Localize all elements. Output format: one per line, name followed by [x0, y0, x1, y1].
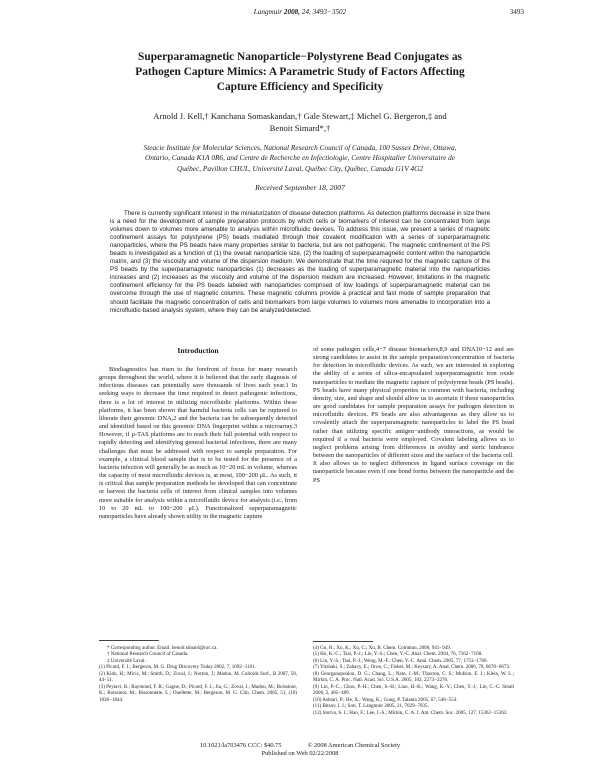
- footnote: * Corresponding author. Email: benoit.simard@nrc.ca.: [107, 645, 218, 651]
- journal-volume-pages: 24, 3493−3502: [301, 8, 347, 16]
- affiliation-line: Québec, Pavillon CHUL, Université Laval, Québec City, Québec, Canada G1V 4G2: [176, 163, 424, 173]
- footnotes-left: [99, 645, 297, 703]
- reference-item: (11) Bitsov, I. I.; Son, T. Langmuir 2005, 21, 7029−7035.: [313, 703, 429, 710]
- article-title: [90, 50, 510, 95]
- page-footer: [0, 742, 600, 758]
- reference-item: (10) Ashtari, P.; He, X.; Wang, K.; Gong, P. Talanta 2005, 67, 548−554.: [313, 696, 458, 703]
- right-column: [313, 346, 514, 485]
- received-date: Received September 18, 2007: [255, 183, 345, 192]
- reference-item: (2) Kido, H.; Micic, M.; Smith, D.; Zoval, J.; Norton, J.; Madou, M. Colloids Surf., B 2007, 58, 44−51.: [99, 670, 297, 684]
- reference-item: (1) Picard, F. J.; Bergeron, M. G. Drug Discovery Today 2002, 7, 1092−1101.: [99, 664, 256, 671]
- copyright: © 2008 American Chemical Society: [307, 742, 401, 749]
- title-line: Capture Efficiency and Specificity: [216, 81, 384, 93]
- doi-price: 10.1021/la703476 CCC: $40.75: [199, 742, 282, 749]
- footnote-divider: [313, 641, 373, 642]
- footnotes-right: [313, 645, 514, 716]
- reference-item: (7) Yitzhaki, S.; Zahavy, E.; Oron, C.; Fisher, M.; Keysary, A. Anal. Chem. 2006, 78, 6670−6673.: [313, 664, 511, 671]
- reference-item: (4) Gu, H.; Xu, K.; Xu, C.; Xu, B. Chem. Commun. 2006, 941−949.: [313, 645, 451, 651]
- author-list: [80, 110, 520, 134]
- affiliations: [70, 143, 530, 174]
- introduction-continued: of some pathogen cells,4−7 disease biomarkers,8,9 and DNA10−12 and are strong candidates to assist in the sample preparation/concentration of bacteria for detection in microfluidic devices. As such, we are interested in exploring the ability of a series of silica-encapsulated superparamagnetic iron oxide nanoparticles to mediate the magnetic capture of polystyrene beads (PS beads). PS beads have many physical properties in common with bacteria, including density, size, and shape and should allow us to ascertain if these nanoparticles are good candidates for sample preparation assays for pathogen detection in microfluidic devices. PS beads are also advantageous as they allow us to covalently attach the superparamagnetic nanoparticles to label the PS bead rather than utilizing specific antigen−antibody interactions, as would be required if a real bacteria were employed. Covalent labeling allows us to neglect problems arising from differences in avidity and steric hindrance between the nanoparticles of different sizes and the surface of the bacteria cell. It also allows us to neglect differences in ligand surface coverage on the nanoparticle because even if one bond forms between the nanoparticle and the PS: [313, 346, 514, 484]
- reference-item: (5) Ho, K.-C.; Tsai, P.-J.; Lin, Y.-S.; Chen, Y.-C. Anal. Chem. 2004, 76, 7162−7168.: [313, 651, 483, 658]
- reference-item: (3) Peytavi, R.; Raymond, F. R.; Gagne, D.; Picard, F. J.; Jia, G.; Zoval, J.; Madou, M.; Boissinot, K.; Boissinot, M.; Bissonnette, L.; Ouellette, M.; Bergeron, M. G. Clin. Chem. 2005, 51, (10) 1836−1844.: [99, 683, 297, 703]
- journal-year: 2008,: [283, 8, 301, 16]
- affiliation-line: Ontario, Canada K1A 0R6, and Centre de Recherche en Infectiologie, Centre Hospitalier Universitaire de: [144, 153, 456, 163]
- title-line: Pathogen Capture Mimics: A Parametric Study of Factors Affecting: [135, 66, 465, 78]
- abstract: There is currently significant interest in the miniaturization of disease detection platforms. As detection platforms decrease in size there is a need for the development of sample preparation protocols by which cells or biomarkers of interest can be concentrated from large volumes down to volumes more amenable to analysis within microfluidic devices. To address this issue, we present a series of magnetic confinement assays for polystyrene (PS) beads mediated through their covalent modification with a series of superparamagnetic nanoparticles, where the PS beads have many properties similar to bacteria, but are not pathogenic. The magnetic confinement of the PS beads is investigated as a function of (1) the overall nanoparticle size, (2) the loading of superparamagnetic content within the nanoparticle matrix, and (3) the viscosity and volume of the dispersion medium. We demonstrate that the time required for the magnetic capture of the PS beads by the superparamagnetic nanoparticles (1) decreases as the loading of superparamagnetic material into the nanoparticles increases and (2) increases as the viscosity and volume of the dispersion medium are increased. However, limitations in the magnetic confinement efficiency for the PS beads labeled with nanoparticles comprised of low loadings of superparamagnetic material can be overcome through the use of magnetic columns. These magnetic columns provide a practical and fast mode of sample preparation that should facilitate the magnetic concentration of cells and biomarkers from large volumes to volumes more amenable to incorporation into a microfluidic-based analysis system, where they can be analyzed/detected.: [110, 210, 490, 314]
- reference-item: (12) Storva, S. I.; Hao, F.; Lee, J.-S.; Mirkin, C. A. J. Am. Chem. Soc. 2005, 127, 15362−15363.: [313, 709, 508, 716]
- affiliation-line: Steacie Institute for Molecular Sciences, National Research Council of Canada, 100 Sussex Drive, Ottawa,: [143, 143, 457, 152]
- journal-name: Langmuir: [253, 8, 283, 16]
- introduction-paragraph: Biodiagnostics has risen to the forefront of focus for many research groups throughout the world, where it is believed that the early diagnosis of infectious diseases can potentially save thousands of lives each year.1 In seeking ways to decrease the time required to detect pathogenic infections, there is a lot of interest in utilizing microfluidic platforms. Within these platforms, it has been shown that harmful bacteria cells can be ruptured to liberate their genomic DNA,2 and the bacteria can be subsequently detected and identified based on this genomic DNA fingerprint within a microarray.3 However, if μ-TAS platforms are to reach their full potential with respect to rapidly detecting and identifying general bacterial infections, there are many challenges that must be addressed with respect to sample preparation. For example, a clinical blood sample that is to be tested for the presence of a bacteria infection will generally be as much as 10−20 mL in volume, whereas the capacity of most microfluidic devices is, at most, 100−200 μL. As such, it is critical that sample preparation methods be developed that can concentrate or harvest the bacteria cells of interest from clinical samples into volumes more suitable for analysis within a microfluidic device for analysis (i.e., from 10 to 20 mL to 100−200 μL). Functionalized superparamagnetic nanoparticles have already shown utility in the magnetic capture: [99, 366, 297, 520]
- left-column: [99, 346, 297, 521]
- publication-date: Published on Web 02/22/2008: [261, 750, 339, 757]
- reference-item: (9) Lin, P.-C.; Chou, P.-H.; Chen, S.-H.; Liao, H.-K.; Wang, K.-Y.; Chen, Y.-J.; Lin, C.-C. Small 2006, 2, 485−489.: [313, 683, 514, 697]
- reference-item: (8) Georganopoulou, D. G.; Chang, L.; Nam, J.-M.; Thaxton, C. S.; Mufson, E. J.; Klein, W. L.; Mirkin, C. A. Proc. Natl. Acad. Sci. U.S.A. 2005, 102, 2273−2276.: [313, 670, 514, 684]
- title-line: Superparamagnetic Nanoparticle−Polystyrene Bead Conjugates as: [138, 51, 462, 63]
- running-head: [0, 8, 600, 20]
- reference-item: (6) Lin, Y.-S.; Tsai, P.-J.; Weng, M.-F.; Chen, Y.-C. Anal. Chem. 2005, 77, 1753−1760.: [313, 657, 488, 664]
- footnote-divider: [99, 640, 159, 641]
- author-line: Benoit Simard*,†: [269, 123, 331, 133]
- footnote: ‡ Université Laval.: [107, 657, 146, 664]
- author-line: Arnold J. Kell,† Kanchana Somaskandan,† Gale Stewart,‡ Michel G. Bergeron,‡ and: [153, 111, 447, 121]
- footnote: † National Research Council of Canada.: [107, 651, 189, 658]
- section-heading: Introduction: [177, 346, 219, 355]
- page-number: 3493: [509, 8, 524, 16]
